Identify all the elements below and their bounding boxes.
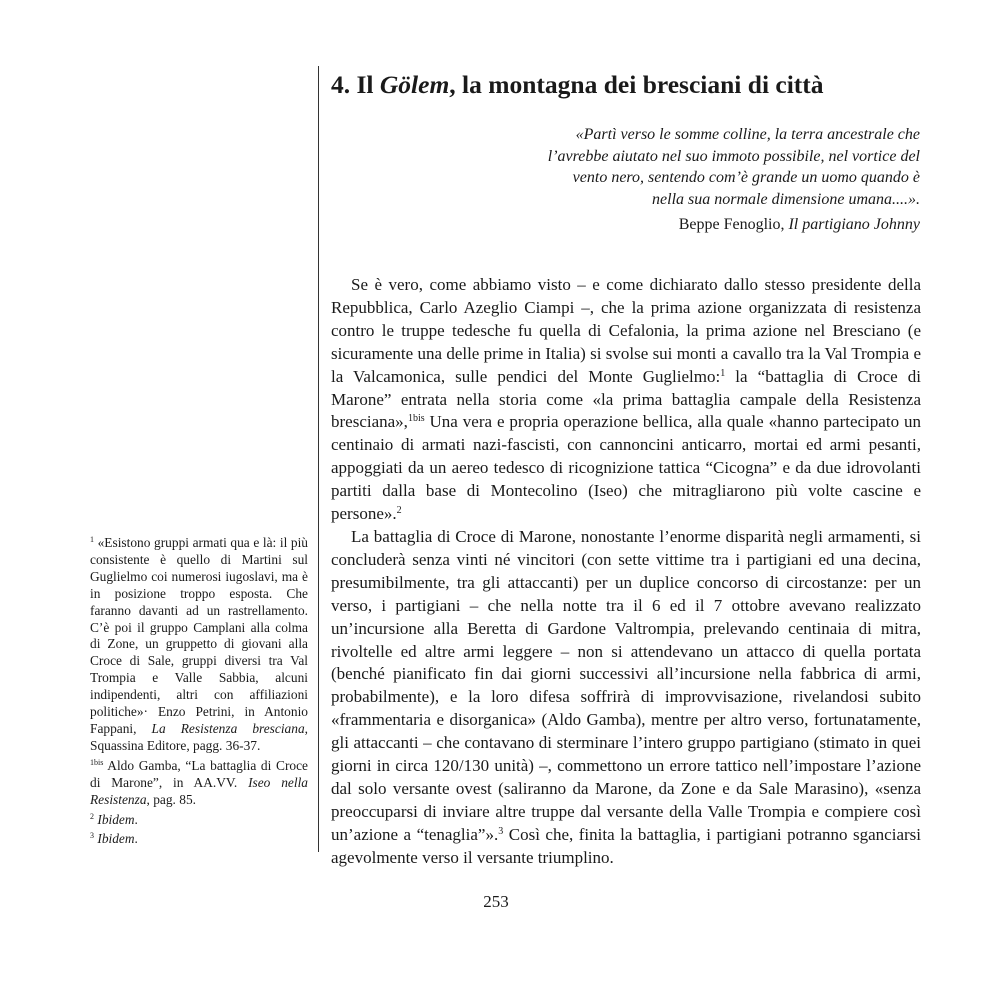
footnote-mark: 1bis [90,757,104,767]
paragraph [331,526,921,870]
epigraph-author: Beppe Fenoglio, [678,216,789,233]
footnote-text: . [134,811,138,827]
body-text [331,274,921,870]
chapter-title-prefix: 4. Il [331,70,380,99]
paragraph-text: La battaglia di Croce di Marone, nonostante l’enorme disparità negli armamenti, si concluderà senza vinti né vincitori (con sette vittime tra i partigiani ed una decina, presumibilmente, tra gli attaccanti) per un duplice concorso di circostanze: per un verso, i partigiani – che nella notte tra il 6 ed il 7 ottobre avevano realizzato un’incursione alla Beretta di Gardone Valtrompia, prelevando centinaia di mitra, rivoltelle ed altre armi leggere – non si attendevano un attacco di quella portata (benché pianificato fin dai giorni successivi all’incursione nella fabbrica di armi, probabilmente), e la loro difesa soffrirà di improvvisazione, rivelandosi subito «frammentaria e disorganica» (Aldo Gamba), mentre per altro verso, fortunatamente, gli attaccanti – che contavano di sterminare l’intero gruppo partigiano (stimato in quei giorni in circa 120/130 unità) –, commettono un errore tattico nell’impostare l’azione dal solo versante ovest (saliranno da Marone, da Zone e da Sale Marasino), «senza preoccuparsi di inviare altre truppe dal versante della Valle Trompia e compiere così un’azione a “tenaglia”». [331,526,921,844]
footnote-italic: Ibidem [97,811,135,827]
footnote-italic: Iseo nella Resistenza [90,774,308,807]
chapter-title-italic: Gölem [379,70,450,99]
footnote-text: , Squassina Editore, pagg. 36-37. [90,720,308,753]
footnote-ref: 3 [498,825,504,837]
footnote [90,812,308,829]
footnote-italic: Ibidem [97,831,135,847]
epigraph-line: nella sua normale dimensione umana....». [652,190,920,208]
footnote-ref: 2 [396,505,402,517]
paragraph-text: la “battaglia di Croce di Marone” entrata nella storia come «la prima battaglia campale della Resistenza bresciana», [331,366,921,432]
footnote [90,535,308,755]
footnote-ref: 1bis [407,413,425,425]
epigraph-line: l’avrebbe aiutato nel suo immoto possibile, nel vortice del [547,147,920,165]
paragraph-text: Così che, finita la battaglia, i partigiani potranno sganciarsi agevolmente verso il versante triumplino. [331,824,921,867]
footnote-mark: 3 [90,831,94,841]
chapter-title [331,70,824,100]
footnote-text: Aldo Gamba, “La battaglia di Croce di Marone”, in AA.VV. [90,757,308,790]
paragraph-text: Una vera e propria operazione bellica, alla quale «hanno partecipato un centinaio di armati nazi-fascisti, con cannoncini anticarro, mortai ed armi pesanti, appoggiati da un aereo tedesco di ricognizione tattica “Cicogna” e da due idrovolanti partiti dalla base di Montecolino (Iseo) che mitragliarono più volte cascine e persone». [331,412,921,524]
epigraph-work: Il partigiano Johnny [788,216,920,233]
epigraph-line: «Partì verso le somme colline, la terra ancestrale che [575,126,920,143]
chapter-title-suffix: , la montagna dei bresciani di città [449,70,824,99]
paragraph-text: Se è vero, come abbiamo visto – e come dichiarato dallo stesso presidente della Repubblica, Carlo Azeglio Ciampi –, che la prima azione organizzata di resistenza contro le truppe tedesche fu quella di Cefalonia, la prima azione nel Bresciano (e sicuramente una delle prime in Italia) si svolse sui monti a cavallo tra la Val Trompia e la Valcamonica, sulle pendici del Monte Guglielmo: [331,275,921,386]
epigraph-line: vento nero, sentendo com’è grande un uomo quando è [572,169,920,186]
footnote [90,758,308,809]
column-divider [318,66,319,852]
footnote [90,831,308,848]
epigraph-attribution [400,214,920,236]
epigraph [400,124,920,236]
footnote-mark: 2 [90,811,94,821]
footnotes [90,535,308,851]
footnote-text: . [134,831,138,847]
paragraph [331,274,921,526]
footnote-italic: La Resistenza bresciana [151,720,305,736]
footnote-mark: 1 [90,535,94,544]
footnote-text: «Esistono gruppi armati qua e là: il più consistente è quello di Martini sul Guglielmo coi numerosi iugoslavi, ma è in posizione troppo esposta. Che faranno davanti ad un rastrellamento. C’è poi il gruppo Camplani alla colma di Zone, un gruppetto di giovani alla Croce di Sale, gruppi diversi tra Val Trompia e Valle Sabbia, alcuni indipendenti, altri con affiliazioni politiche»· Enzo Petrini, in Antonio Fappani, [90,535,308,736]
footnote-text: , pag. 85. [146,791,196,807]
footnote-ref: 1 [720,367,726,379]
page-number: 253 [483,892,509,911]
